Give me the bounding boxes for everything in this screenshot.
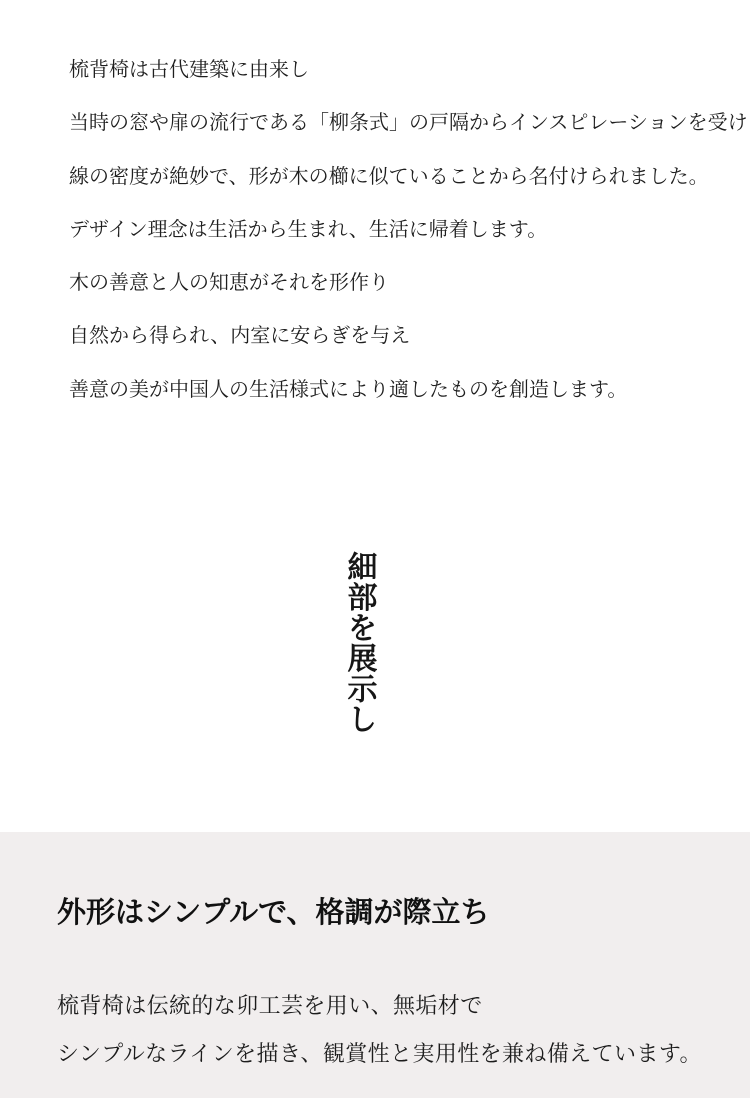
intro-line — [69, 204, 750, 257]
intro-section — [69, 44, 750, 417]
intro-line-text: 当時の窓や扉の流行である「柳条式」の戸隔からインスピレーションを受け — [69, 112, 748, 135]
feature-heading: 外形はシンプルで、格調が際立ち — [57, 897, 490, 929]
intro-line-text: デザイン理念は生活から生まれ、生活に帰着します。 — [69, 218, 548, 241]
intro-line — [69, 151, 750, 204]
intro-line — [69, 364, 750, 417]
intro-line-text: 善意の美が中国人の生活様式により適したものを創造します。 — [69, 378, 628, 401]
detail-banner-vertical-text: 細部を展示し — [342, 550, 376, 734]
intro-line — [69, 44, 750, 97]
intro-line-text: 線の密度が絶妙で、形が木の櫛に似ていることから名付けられました。 — [69, 165, 709, 188]
intro-line-text: 木の善意と人の知恵がそれを形作り — [69, 272, 389, 295]
intro-line — [69, 97, 750, 150]
feature-section — [0, 832, 750, 1098]
feature-line: 梳背椅は伝統的な卯工芸を用い、無垢材で — [57, 993, 483, 1018]
detail-banner — [267, 542, 450, 742]
intro-line — [69, 257, 750, 310]
intro-line — [69, 310, 750, 363]
intro-line-text: 梳背椅は古代建築に由来し — [69, 59, 309, 81]
intro-line-text: 自然から得られ、内室に安らぎを与え — [69, 325, 411, 348]
feature-body — [57, 982, 750, 1078]
feature-line: シンプルなラインを描き、観賞性と実用性を兼ね備えています。 — [57, 1041, 702, 1066]
